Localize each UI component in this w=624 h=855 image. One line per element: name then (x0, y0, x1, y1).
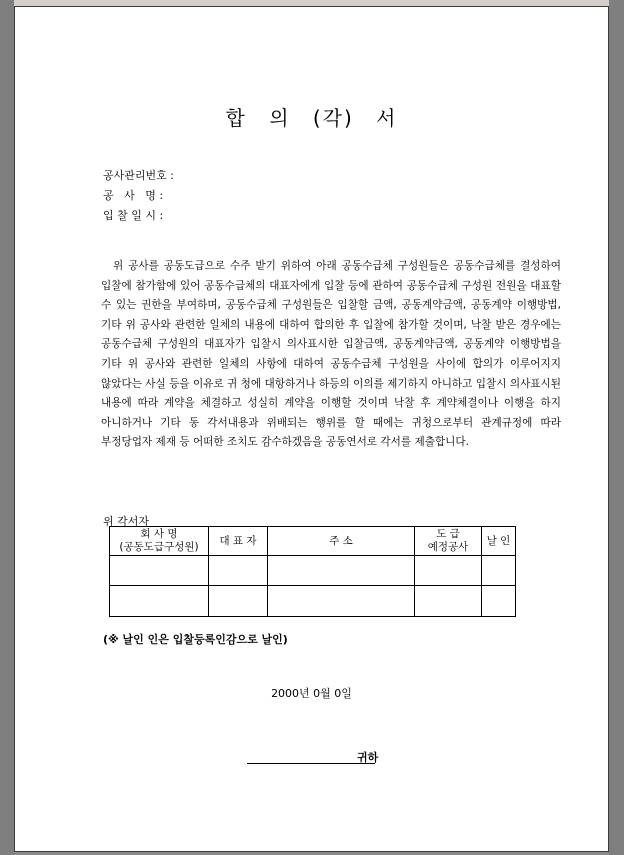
recipient-label: 귀하 (357, 751, 379, 764)
viewer-left-margin (0, 0, 14, 855)
document-title: 합 의 (각) 서 (225, 106, 398, 130)
header-company-line1: 회 사 명 (140, 528, 178, 540)
table-header-row (110, 527, 516, 556)
document-page (14, 6, 609, 852)
document-date: 2000년 0월 0일 (271, 687, 352, 700)
cell-seal (482, 556, 516, 586)
cell-address (268, 556, 415, 586)
field-project-number: 공사관리번호 : (103, 169, 174, 182)
viewer-right-margin (609, 0, 624, 855)
cell-company (110, 556, 209, 586)
cell-share (415, 556, 482, 586)
signatory-table (109, 526, 516, 617)
agreement-body: 위 공사를 공동도급으로 수주 받기 위하여 아래 공동수급체 구성원들은 공동수급체를 결성하여 입찰에 참가함에 있어 공동수급체의 대표자에게 입찰 등에 관하여 공동수급체 구성원 전원을 대표할 수 있는 권한을 부여하며, 공동수급체 구성원들은 입찰할 금액, 공동계약금액, 공동계약 이행방법, 기타 위 공사와 관련한 일체의 내용에 대하여 합의한 후 입찰에 참가할 것이며, 낙찰 받은 경우에는 공동수급체 구성원의 대표자가 입찰시 의사표시한 입찰금액, 공동계약금액, 공동계약 이행방법을 기타 위 공사와 관련한 일체의 사항에 대하여 공동수급체 구성원을 사이에 합의가 이루어지지 않았다는 사실 등을 이유로 귀 청에 대항하거나 하등의 이의를 제기하지 아니하고 입찰시 의사표시된 내용에 따라 계약을 체결하고 성실히 계약을 이행할 것이며 낙찰 후 계약체결이나 이행을 하지 아니하거나 기타 동 각서내용과 위배되는 행위를 할 때에는 귀청으로부터 관계규정에 따라 부정당업자 제재 등 어떠한 조치도 감수하겠음을 공동연서로 각서를 제출합니다. (101, 260, 561, 449)
cell-representative (209, 586, 268, 617)
table-row (110, 586, 516, 617)
recipient-underline (247, 763, 375, 764)
table-row (110, 556, 516, 586)
header-share (415, 527, 482, 556)
header-company-line2: (공동도급구성원) (119, 541, 199, 553)
header-share-line1: 도 급 (436, 528, 460, 540)
cell-address (268, 586, 415, 617)
field-bid-date: 입 찰 일 시 : (103, 209, 164, 222)
signatory-label: 위 각서자 (103, 515, 150, 528)
cell-company (110, 586, 209, 617)
header-seal: 날 인 (482, 527, 516, 556)
header-address: 주 소 (268, 527, 415, 556)
header-representative: 대 표 자 (209, 527, 268, 556)
cell-representative (209, 556, 268, 586)
field-project-name: 공 사 명 : (103, 189, 164, 202)
header-company (110, 527, 209, 556)
header-share-line2: 예정공사 (427, 541, 469, 553)
cell-share (415, 586, 482, 617)
cell-seal (482, 586, 516, 617)
seal-footnote: (※ 날인 인은 입찰등록인감으로 날인) (103, 633, 288, 646)
